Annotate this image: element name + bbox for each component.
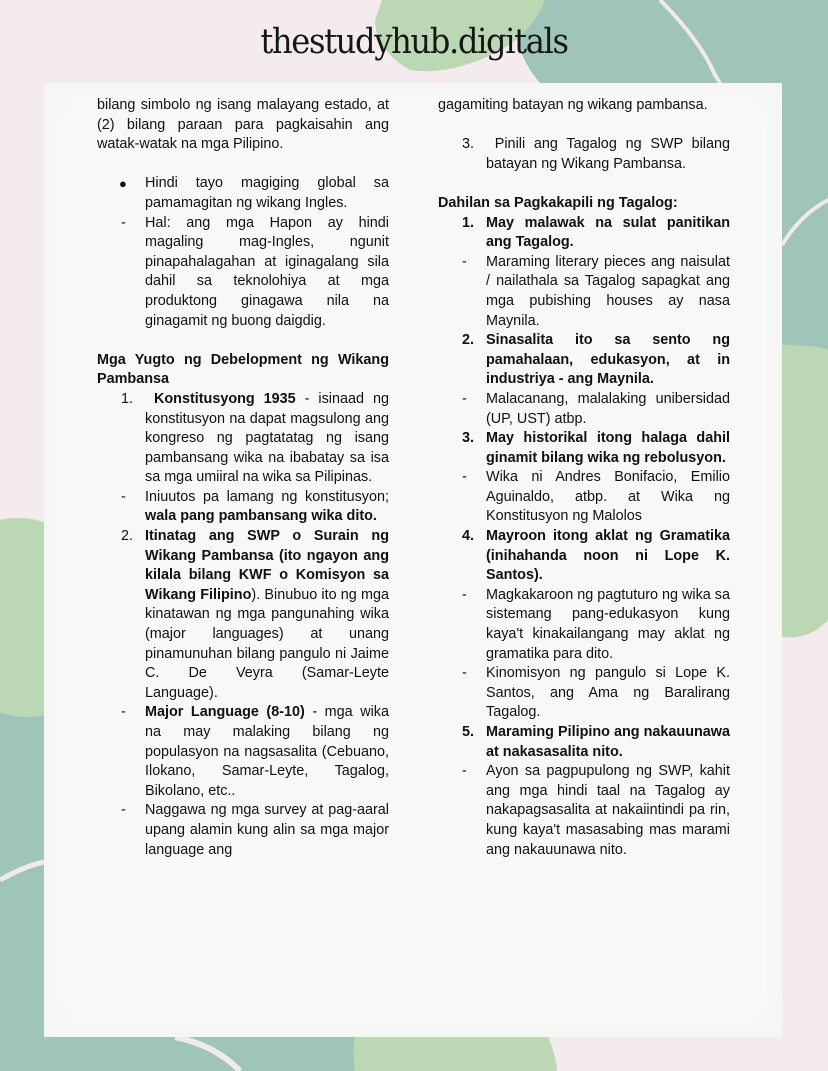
green-blob-bottom <box>354 1037 558 1071</box>
dash-marker: - <box>462 390 467 407</box>
number-marker: 1. <box>121 390 134 407</box>
sub-text: Magkakaroon ng pagtuturo ng wika sa sistemang pang-edukasyon kung kaya't kinakailangang may aklat ng gramatika para dito. <box>486 586 730 662</box>
dash-text: Hal: ang mga Hapon ay hindi magaling mag-Ingles, ngunit pinapahalagahan at iginagalang sila dahil sa teknolohiya at mga produktong ginagawa nila na ginagamit ng buong daigdig. <box>145 214 389 329</box>
continuation-paragraph: gagamiting batayan ng wikang pambansa. <box>438 97 708 113</box>
section-heading-yugto: Mga Yugto ng Debelopment ng Wikang Pambansa <box>97 351 389 388</box>
list-item-1 <box>97 390 389 488</box>
sub-text: Wika ni Andres Bonifacio, Emilio Aguinaldo, atbp. at Wika ng Konstitusyon ng Malolos <box>486 469 730 525</box>
reason-sub-item <box>438 664 730 723</box>
reason-item-4 <box>438 527 730 586</box>
dash-text: - mga wika na may malaking bilang ng populasyon na nagsasalita (Cebuano, Ilokano, Samar-Leyte, Tagalog, Bikolano, etc.. <box>145 704 389 799</box>
number-marker: 3. <box>462 136 475 153</box>
left-column <box>97 96 389 860</box>
item-bold-title: Konstitusyong 1935 <box>153 390 296 407</box>
sub-text: Kinomisyon ng pangulo si Lope K. Santos, ang Ama ng Baralirang Tagalog. <box>486 665 730 721</box>
dash-marker: - <box>462 469 467 486</box>
dash-text: Iniuutos pa lamang ng konstitusyon; <box>145 488 389 505</box>
number-marker: 2. <box>121 528 134 545</box>
item-text: Pinili ang Tagalog ng SWP bilang batayan ng Wikang Pambansa. <box>486 136 731 172</box>
reason-item-3 <box>438 429 730 468</box>
right-column <box>438 96 730 860</box>
dash-text: Naggawa ng mga survey at pag-aaral upang alamin kung alin sa mga major language ang <box>145 802 389 858</box>
sub-text: Ayon sa pagpupulong ng SWP, kahit ang mga hindi taal na Tagalog ay nakapagsasalita at nakaiintindi pa rin, kung kaya't masasabing mas marami ang nakauunawa nito. <box>486 763 730 858</box>
list-item-2 <box>97 527 389 703</box>
dash-marker: - <box>121 488 126 505</box>
reason-sub-item <box>438 468 730 527</box>
green-blob-left <box>0 518 44 717</box>
bullet-item <box>97 174 389 213</box>
reason-text: Sinasalita ito sa sento ng pamahalaan, edukasyon, at in industriya - ang Maynila. <box>486 332 730 388</box>
dash-bold-text: wala pang pambansang wika dito. <box>145 508 377 525</box>
dash-marker: - <box>121 214 126 231</box>
reason-text: May malawak na sulat panitikan ang Tagalog. <box>486 214 730 251</box>
reason-sub-item <box>438 253 730 331</box>
reason-item-1 <box>438 214 730 253</box>
reason-text: May historikal itong halaga dahil ginamit bilang wika ng rebolusyon. <box>486 430 730 466</box>
dash-marker: - <box>462 665 467 682</box>
dash-bold-text: Major Language (8-10) <box>145 704 305 721</box>
dash-marker: - <box>121 704 126 721</box>
reason-text: Mayroon itong aklat ng Gramatika (inihahanda noon ni Lope K. Santos). <box>486 528 730 584</box>
bullet-icon: ● <box>119 176 127 192</box>
number-marker: 1. <box>462 214 475 231</box>
number-marker: 5. <box>462 724 475 740</box>
dash-item-survey <box>97 801 389 860</box>
dash-marker: - <box>462 586 467 603</box>
item-text: . Binubuo ito ng mga kinatawan ng mga pangunahing wika (major languages) at unang pinamunuhan bilang pangulo ni Jaime C. De Veyra (Samar-Leyte Language). <box>145 586 389 701</box>
reason-item-5 <box>438 723 730 762</box>
dash-item-constitution <box>97 488 389 527</box>
number-marker: 3. <box>462 430 475 447</box>
number-marker: 4. <box>462 528 475 545</box>
sub-text: Malacanang, malalaking unibersidad (UP, UST) atbp. <box>486 390 730 427</box>
reason-item-2 <box>438 331 730 390</box>
dash-marker: - <box>121 802 126 819</box>
dash-item-example <box>97 214 389 332</box>
item-bold-title: Itinatag ang SWP o Surain ng Wikang Pambansa (ito ngayon ang kilala bilang KWF o Komisyon sa Wikang Filipino <box>145 528 389 603</box>
item-text: - isinaad ng konstitusyon na dapat magsulong ang kongreso ng pagtatatag ng isang pambansang wika na ibabatay sa isa sa mga umiiral na wika sa Pilipinas. <box>145 390 389 486</box>
number-marker: 2. <box>462 332 475 349</box>
sub-text: Maraming literary pieces ang naisulat / nailathala sa Tagalog sapagkat ang mga pubishing houses ay nasa Maynila. <box>486 253 730 329</box>
section-heading-dahilan: Dahilan sa Pagkakapili ng Tagalog: <box>438 194 678 211</box>
dash-item-major-language <box>97 703 389 801</box>
reason-sub-item <box>438 390 730 429</box>
reason-text: Maraming Pilipino ang nakauunawa at nakasasalita nito. <box>486 724 730 760</box>
site-title: thestudyhub.digitals <box>260 22 568 62</box>
intro-paragraph: bilang simbolo ng isang malayang estado, at (2) bilang paraan para pagkaisahin ang watak-watak na mga Pilipino. <box>97 97 389 153</box>
dash-marker: - <box>462 763 467 780</box>
reason-sub-item <box>438 586 730 664</box>
bullet-text: Hindi tayo magiging global sa pamamagitan ng wikang Ingles. <box>145 175 389 211</box>
item-close-paren: ) <box>251 586 257 603</box>
dash-marker: - <box>462 253 467 270</box>
reason-sub-item <box>438 762 730 860</box>
green-blob-right <box>782 345 828 637</box>
list-item-3 <box>438 135 730 174</box>
